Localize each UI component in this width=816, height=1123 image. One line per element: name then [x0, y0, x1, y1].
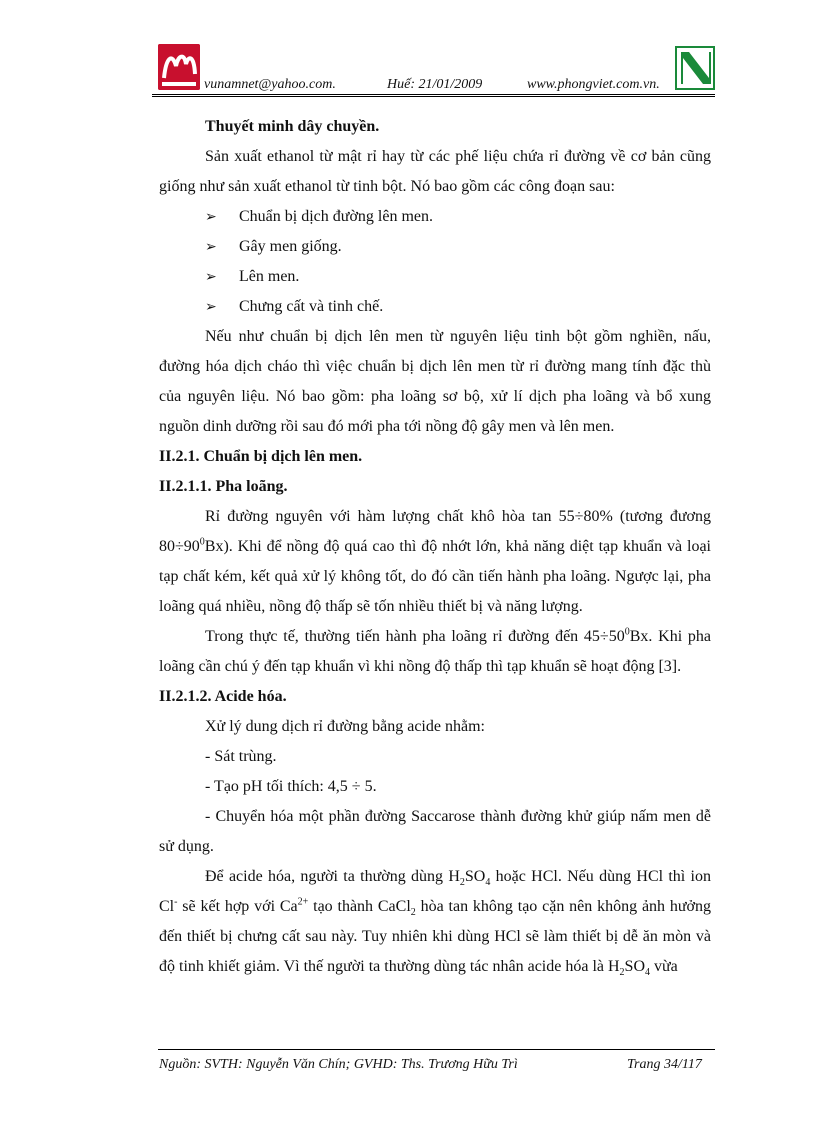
step-item: ➢ Chưng cất và tinh chế. — [159, 292, 711, 322]
section-title: Thuyết minh dây chuyền. — [205, 118, 380, 135]
step-item: ➢ Gây men giống. — [159, 232, 711, 262]
step-item: ➢ Chuẩn bị dịch đường lên men. — [159, 202, 711, 232]
header-divider — [152, 94, 715, 97]
arrow-bullet-icon: ➢ — [205, 269, 217, 285]
paragraph-5: Xử lý dung dịch rỉ đường bằng acide nhằm: — [205, 718, 485, 735]
page-number: Trang 34/117 — [627, 1057, 702, 1072]
arrow-bullet-icon: ➢ — [205, 209, 217, 225]
step-item: ➢ Lên men. — [159, 262, 711, 292]
dash-item: - Chuyển hóa một phần đường Saccarose thành đường khử giúp nấm men dễ sử dụng. — [159, 808, 711, 855]
section-heading-2-1: II.2.1. Chuẩn bị dịch lên men. — [159, 448, 363, 465]
paragraph-3: Rỉ đường nguyên với hàm lượng chất khô hòa tan 55÷80% (tương đương $80\div 90^0Bx$). Khi để nồng độ quá cao thì độ nhớt lớn, khả năng diệt tạp khuẩn và loại tạp chất kém, kết quả xử lý không tốt, do đó cần tiến hành pha loãng. Ngược lại, pha loãng quá nhiều, nồng độ thấp sẽ tốn nhiều thiết bị và năng lượng. — [159, 508, 711, 615]
header-email: vunamnet@yahoo.com. — [204, 77, 336, 92]
paragraph-2: Nếu như chuẩn bị dịch lên men từ nguyên liệu tinh bột gồm nghiền, nấu, đường hóa dịch cháo thì việc chuẩn bị dịch lên men từ rỉ đường mang tính đặc thù của nguyên liệu. Nó bao gồm: pha loãng sơ bộ, xử lí dịch pha loãng và bổ xung nguồn dinh dưỡng rồi sau đó mới pha tới nồng độ gây men và lên men. — [159, 328, 711, 435]
intro-paragraph: Sản xuất ethanol từ mật rỉ hay từ các phế liệu chứa rỉ đường về cơ bản cũng giống như sản xuất ethanol từ tinh bột. Nó bao gồm các công đoạn sau: — [159, 148, 711, 195]
arrow-bullet-icon: ➢ — [205, 239, 217, 255]
section-heading-2-1-1: II.2.1.1. Pha loãng. — [159, 478, 288, 495]
section-heading-2-1-2: II.2.1.2. Acide hóa. — [159, 688, 287, 705]
paragraph-6: Để acide hóa, người ta thường dùng $H_2SO_4$ hoặc HCl. Nếu dùng HCl thì ion Cl- sẽ kết hợp với $Ca^{2+}$ tạo thành CaCl$_2$ hòa tan không tạo cặn nên không ảnh hưởng đến thiết bị chưng cất sau này. Tuy nhiên khi dùng HCl sẽ làm thiết bị dễ ăn mòn và độ tinh khiết giảm. Vì thế người ta thường dùng tác nhân acide hóa là $H_2SO_4$ vừa — [159, 868, 712, 979]
dash-item: - Sát trùng. — [205, 748, 277, 765]
document-body — [159, 112, 711, 982]
site-logo-left — [158, 44, 200, 90]
footer-source: Nguồn: SVTH: Nguyễn Văn Chín; GVHD: Ths. Trương Hữu Trì — [159, 1057, 518, 1072]
header-website: www.phongviet.com.vn. — [527, 77, 660, 92]
site-logo-right — [675, 46, 715, 90]
dash-item: - Tạo pH tối thích: 4,5 ÷ 5. — [205, 778, 377, 795]
arrow-bullet-icon: ➢ — [205, 299, 217, 315]
header-place-date: Huế: 21/01/2009 — [387, 77, 483, 92]
footer-divider — [158, 1049, 715, 1050]
paragraph-4: Trong thực tế, thường tiến hành pha loãng rỉ đường đến $45\div 50^0Bx$. Khi pha loãng cần chú ý đến tạp khuẩn vì khi nồng độ thấp thì tạp khuẩn sẽ hoạt động [3]. — [159, 626, 711, 675]
